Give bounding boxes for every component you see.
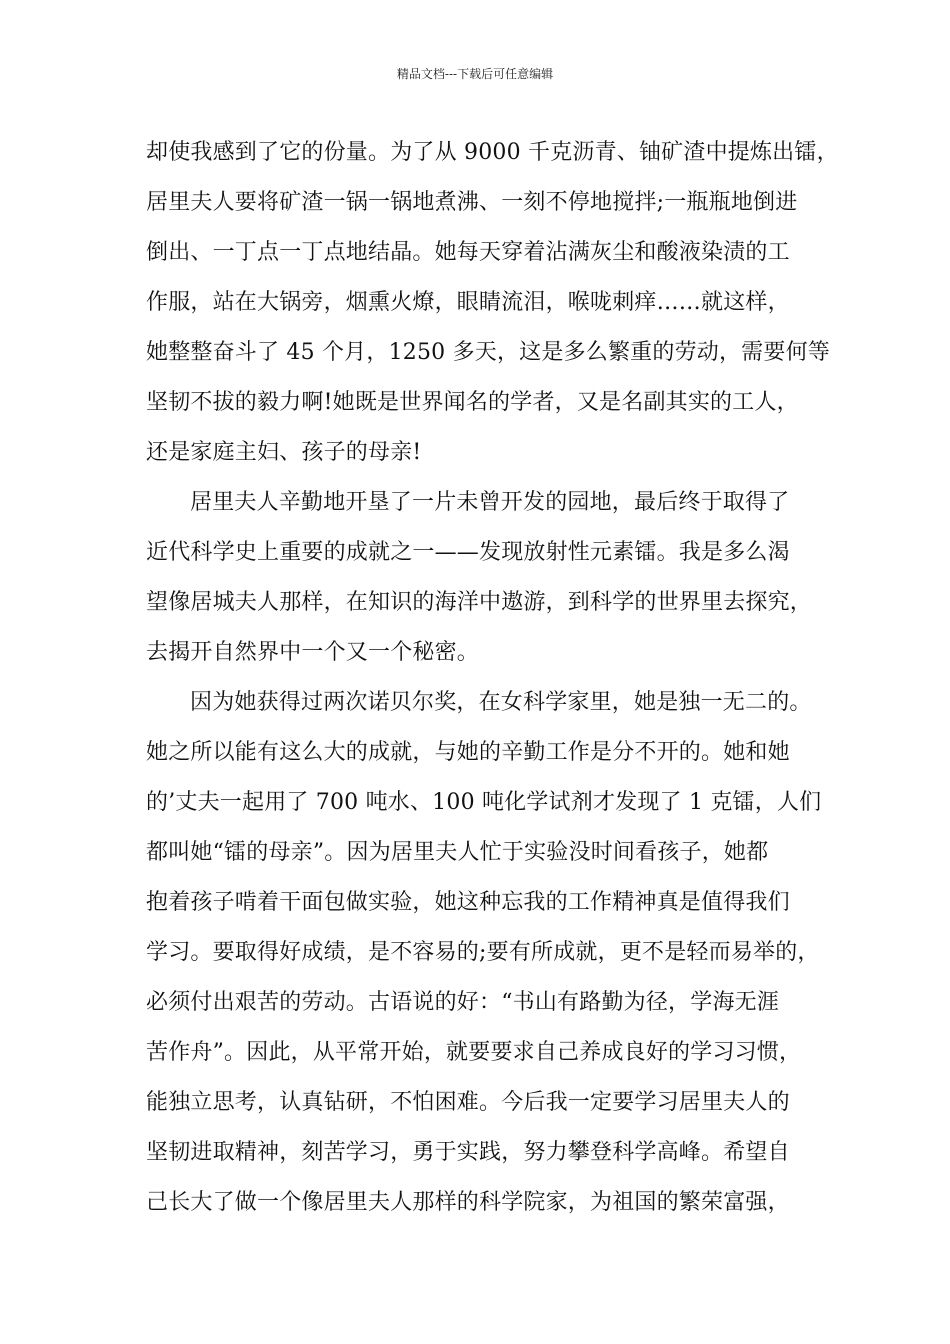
text-line: 的’丈夫一起用了 700 吨水、100 吨化学试剂才发现了 1 克镭，人们 xyxy=(146,790,822,815)
text-line: 却使我感到了它的份量。为了从 9000 千克沥青、铀矿渣中提炼出镭， xyxy=(146,140,839,165)
text-line: 己长大了做一个像居里夫人那样的科学院家，为祖国的繁荣富强， xyxy=(146,1190,790,1215)
paragraph-first-line: 因为她获得过两次诺贝尔奖，在女科学家里，她是独一无二的。 xyxy=(190,690,812,715)
text-line: 她之所以能有这么大的成就，与她的辛勤工作是分不开的。她和她 xyxy=(146,740,790,765)
text-line: 居里夫人要将矿渣一锅一锅地煮沸、一刻不停地搅拌;一瓶瓶地倒进 xyxy=(146,190,798,215)
body-text xyxy=(146,128,839,1228)
text-line: 抱着孩子啃着干面包做实验，她这种忘我的工作精神真是值得我们 xyxy=(146,890,790,915)
text-line: 望像居城夫人那样，在知识的海洋中遨游，到科学的世界里去探究， xyxy=(146,590,813,615)
text-line: 倒出、一丁点一丁点地结晶。她每天穿着沾满灰尘和酸液染渍的工 xyxy=(146,240,790,265)
text-line: 还是家庭主妇、孩子的母亲! xyxy=(146,440,422,465)
paragraph-first-line: 居里夫人辛勤地开垦了一片未曾开发的园地，最后终于取得了 xyxy=(190,490,790,515)
text-line: 近代科学史上重要的成就之一——发现放射性元素镭。我是多么渴 xyxy=(146,540,790,565)
text-line: 她整整奋斗了 45 个月，1250 多天，这是多么繁重的劳动，需要何等 xyxy=(146,340,830,365)
text-line: 作服，站在大锅旁，烟熏火燎，眼睛流泪，喉咙刺痒……就这样， xyxy=(146,290,790,315)
text-line: 坚韧不拔的毅力啊!她既是世界闻名的学者，又是名副其实的工人， xyxy=(146,390,799,415)
page-header: 精品文档---下载后可任意编辑 xyxy=(396,67,554,81)
text-line: 能独立思考，认真钻研，不怕困难。今后我一定要学习居里夫人的 xyxy=(146,1090,790,1115)
text-line: 都叫她“镭的母亲”。因为居里夫人忙于实验没时间看孩子，她都 xyxy=(146,840,769,865)
text-line: 坚韧进取精神，刻苦学习，勇于实践，努力攀登科学高峰。希望自 xyxy=(146,1140,790,1165)
text-line: 去揭开自然界中一个又一个秘密。 xyxy=(146,640,480,665)
text-line: 苦作舟”。因此，从平常开始，就要要求自己养成良好的学习习惯， xyxy=(146,1040,802,1065)
text-line: 学习。要取得好成绩，是不容易的;要有所成就，更不是轻而易举的， xyxy=(146,940,820,965)
text-line: 必须付出艰苦的劳动。古语说的好：“书山有路勤为径，学海无涯 xyxy=(146,990,780,1015)
